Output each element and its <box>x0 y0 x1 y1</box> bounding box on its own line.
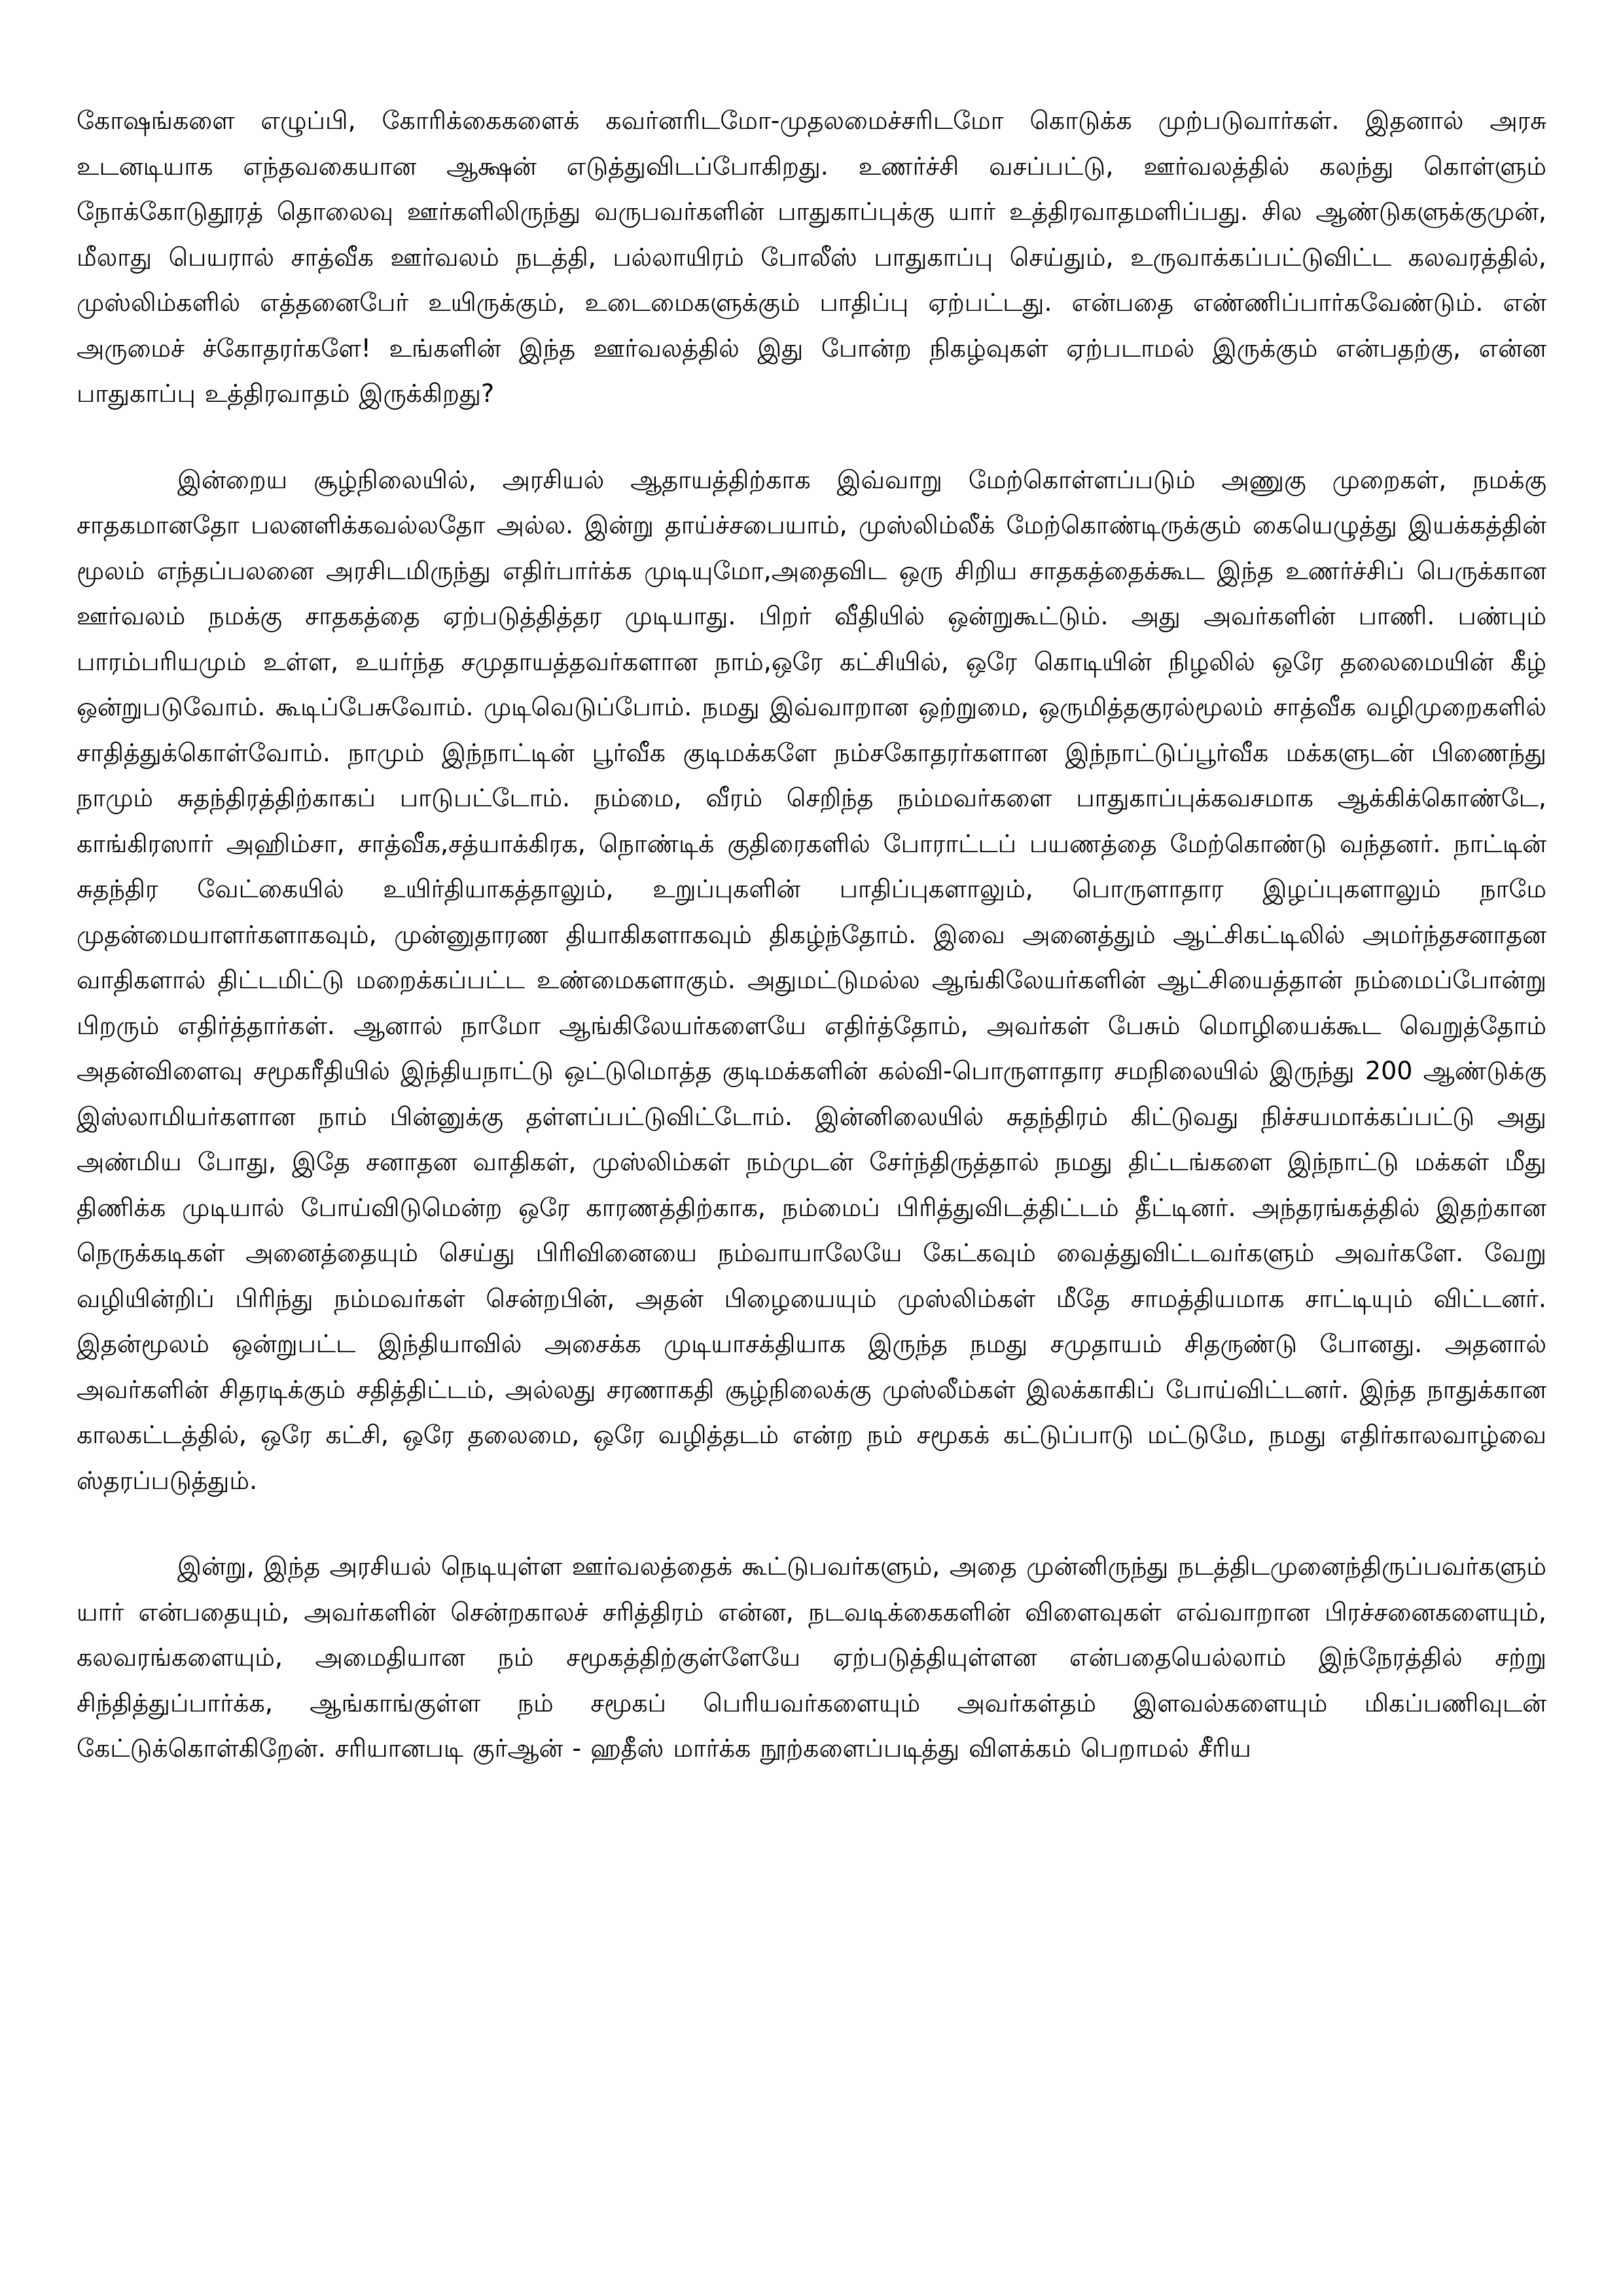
paragraph-2: இன்றைய சூழ்நிலையில், அரசியல் ஆதாயத்திற்காக இவ்வாறு மேற்கொள்ளப்படும் அணுகு முறைகள், நமக்கு சாதகமானதோ பலனளிக்கவல்லதோ அல்ல. இன்று தாய்ச்சபையாம், முஸ்லிம்லீக் மேற்கொண்டிருக்கும் கையெழுத்து இயக்கத்தின் மூலம் எந்தப்பலனை அரசிடமிருந்து எதிர்பார்க்க முடியுமோ,அதைவிட ஒரு சிறிய சாதகத்தைக்கூட இந்த உணர்ச்சிப் பெருக்கான ஊர்வலம் நமக்கு சாதகத்தை ஏற்படுத்தித்தர முடியாது. பிறர் வீதியில் ஒன்றுகூட்டும். அது அவர்களின் பாணி. பண்பும் பாரம்பரியமும் உள்ள, உயர்ந்த சமுதாயத்தவர்களான நாம்,ஒரே கட்சியில், ஒரே கொடியின் நிழலில் ஒரே தலைமையின் கீழ் ஒன்றுபடுவோம். கூடிப்பேசுவோம். முடிவெடுப்போம். நமது இவ்வாறான ஒற்றுமை, ஒருமித்தகுரல்மூலம் சாத்வீக வழிமுறைகளில் சாதித்துக்கொள்வோம். நாமும் இந்நாட்டின் பூர்வீக குடிமக்களே நம்சகோதரர்களான இந்நாட்டுப்பூர்வீக மக்களுடன் பிணைந்து நாமும் சுதந்திரத்திற்காகப் பாடுபட்டோம். நம்மை, வீரம் செறிந்த நம்மவர்களை பாதுகாப்புக்கவசமாக ஆக்கிக்கொண்டே, காங்கிரஸார் அஹிம்சா, சாத்வீக,சத்யாக்கிரக, நொண்டிக் குதிரைகளில் போராட்டப் பயணத்தை மேற்கொண்டு வந்தனர். நாட்டின் சுதந்திர வேட்கையில் உயிர்தியாகத்தாலும், உறுப்புகளின் பாதிப்புகளாலும், பொருளாதார இழப்புகளாலும் நாமே முதன்மையாளர்களாகவும், முன்னுதாரண தியாகிகளாகவும் திகழ்ந்தோம். இவை அனைத்தும் ஆட்சிகட்டிலில் அமர்ந்தசனாதன வாதிகளால் திட்டமிட்டு மறைக்கப்பட்ட உண்மைகளாகும். அதுமட்டுமல்ல ஆங்கிலேயர்களின் ஆட்சியைத்தான் நம்மைப்போன்று பிறரும் எதிர்த்தார்கள். ஆனால் நாமோ ஆங்கிலேயர்களையே எதிர்த்தோம், அவர்கள் பேசும் மொழியைக்கூட வெறுத்தோம் அதன்விளைவு சமூகரீதியில் இந்தியநாட்டு ஒட்டுமொத்த குடிமக்களின் கல்வி-பொருளாதார சமநிலையில் இருந்து 200 ஆண்டுக்கு இஸ்லாமியர்களான நாம் பின்னுக்கு தள்ளப்பட்டுவிட்டோம். இன்னிலையில் சுதந்திரம் கிட்டுவது நிச்சயமாக்கப்பட்டு அது அண்மிய போது, இதே சனாதன வாதிகள், முஸ்லிம்கள் நம்முடன் சேர்ந்திருத்தால் நமது திட்டங்களை இந்நாட்டு மக்கள் மீது திணிக்க முடியால் போய்விடுமென்ற ஒரே காரணத்திற்காக, நம்மைப் பிரித்துவிடத்திட்டம் தீட்டினர். அந்தரங்கத்தில் இதற்கான நெருக்கடிகள் அனைத்தையும் செய்து பிரிவினையை நம்வாயாலேயே கேட்கவும் வைத்துவிட்டவர்களும் அவர்களே. வேறு வழியின்றிப் பிரிந்து நம்மவர்கள் சென்றபின், அதன் பிழையையும் முஸ்லிம்கள் மீதே சாமத்தியமாக சாட்டியும் விட்டனர். இதன்மூலம் ஒன்றுபட்ட இந்தியாவில் அசைக்க முடியாசக்தியாக இருந்த நமது சமுதாயம் சிதருண்டு போனது. அதனால் அவர்களின் சிதரடிக்கும் சதித்திட்டம், அல்லது சரணாகதி சூழ்நிலைக்கு முஸ்லீம்கள் இலக்காகிப் போய்விட்டனர். இந்த நாதுக்கான காலகட்டத்தில், ஒரே கட்சி, ஒரே தலைமை, ஒரே வழித்தடம் என்ற நம் சமூகக் கட்டுப்பாடு மட்டுமே, நமது எதிர்காலவாழ்வை ஸ்தரப்படுத்தும். <box>77 465 1547 1495</box>
paragraph-3: இன்று, இந்த அரசியல் நெடியுள்ள ஊர்வலத்தைக் கூட்டுபவர்களும், அதை முன்னிருந்து நடத்திடமுனைந்திருப்பவர்களும் யார் என்பதையும், அவர்களின் சென்றகாலச் சரித்திரம் என்ன, நடவடிக்கைகளின் விளைவுகள் எவ்வாறான பிரச்சனைகளையும், கலவரங்களையும், அமைதியான நம் சமூகத்திற்குள்ளேயே ஏற்படுத்தியுள்ளன என்பதையெல்லாம் இந்நேரத்தில் சற்று சிந்தித்துப்பார்க்க, ஆங்காங்குள்ள நம் சமூகப் பெரியவர்களையும் அவர்கள்தம் இளவல்களையும் மிகப்பணிவுடன் கேட்டுக்கொள்கிறேன். சரியானபடி குர்ஆன் - ஹதீஸ் மார்க்க நூற்களைப்படித்து விளக்கம் பெறாமல் சீரிய <box>77 1552 1546 1763</box>
paragraph-1: கோஷங்களை எழுப்பி, கோரிக்கைகளைக் கவர்னரிடமோ-முதலமைச்சரிடமோ கொடுக்க முற்படுவார்கள். இதனால் அரசு உடனடியாக எந்தவகையான ஆக்ஷன் எடுத்துவிடப்போகிறது. உணர்ச்சி வசப்பட்டு, ஊர்வலத்தில் கலந்து கொள்ளும் நோக்கோடுதூரத் தொலைவு ஊர்களிலிருந்து வருபவர்களின் பாதுகாப்புக்கு யார் உத்திரவாதமளிப்பது. சில ஆண்டுகளுக்குமுன், மீலாது பெயரால் சாத்வீக ஊர்வலம் நடத்தி, பல்லாயிரம் போலீஸ் பாதுகாப்பு செய்தும், உருவாக்கப்பட்டுவிட்ட கலவரத்தில், முஸ்லிம்களில் எத்தனைபேர் உயிருக்கும், உடைமைகளுக்கும் பாதிப்பு ஏற்பட்டது. என்பதை எண்ணிப்பார்கவேண்டும். என் அருமைச் ச்கோதரர்களே! உங்களின் இந்த ஊர்வலத்தில் இது போன்ற நிகழ்வுகள் ஏற்படாமல் இருக்கும் என்பதற்கு, என்ன பாதுகாப்பு உத்திரவாதம் இருக்கிறது? <box>77 106 1546 408</box>
